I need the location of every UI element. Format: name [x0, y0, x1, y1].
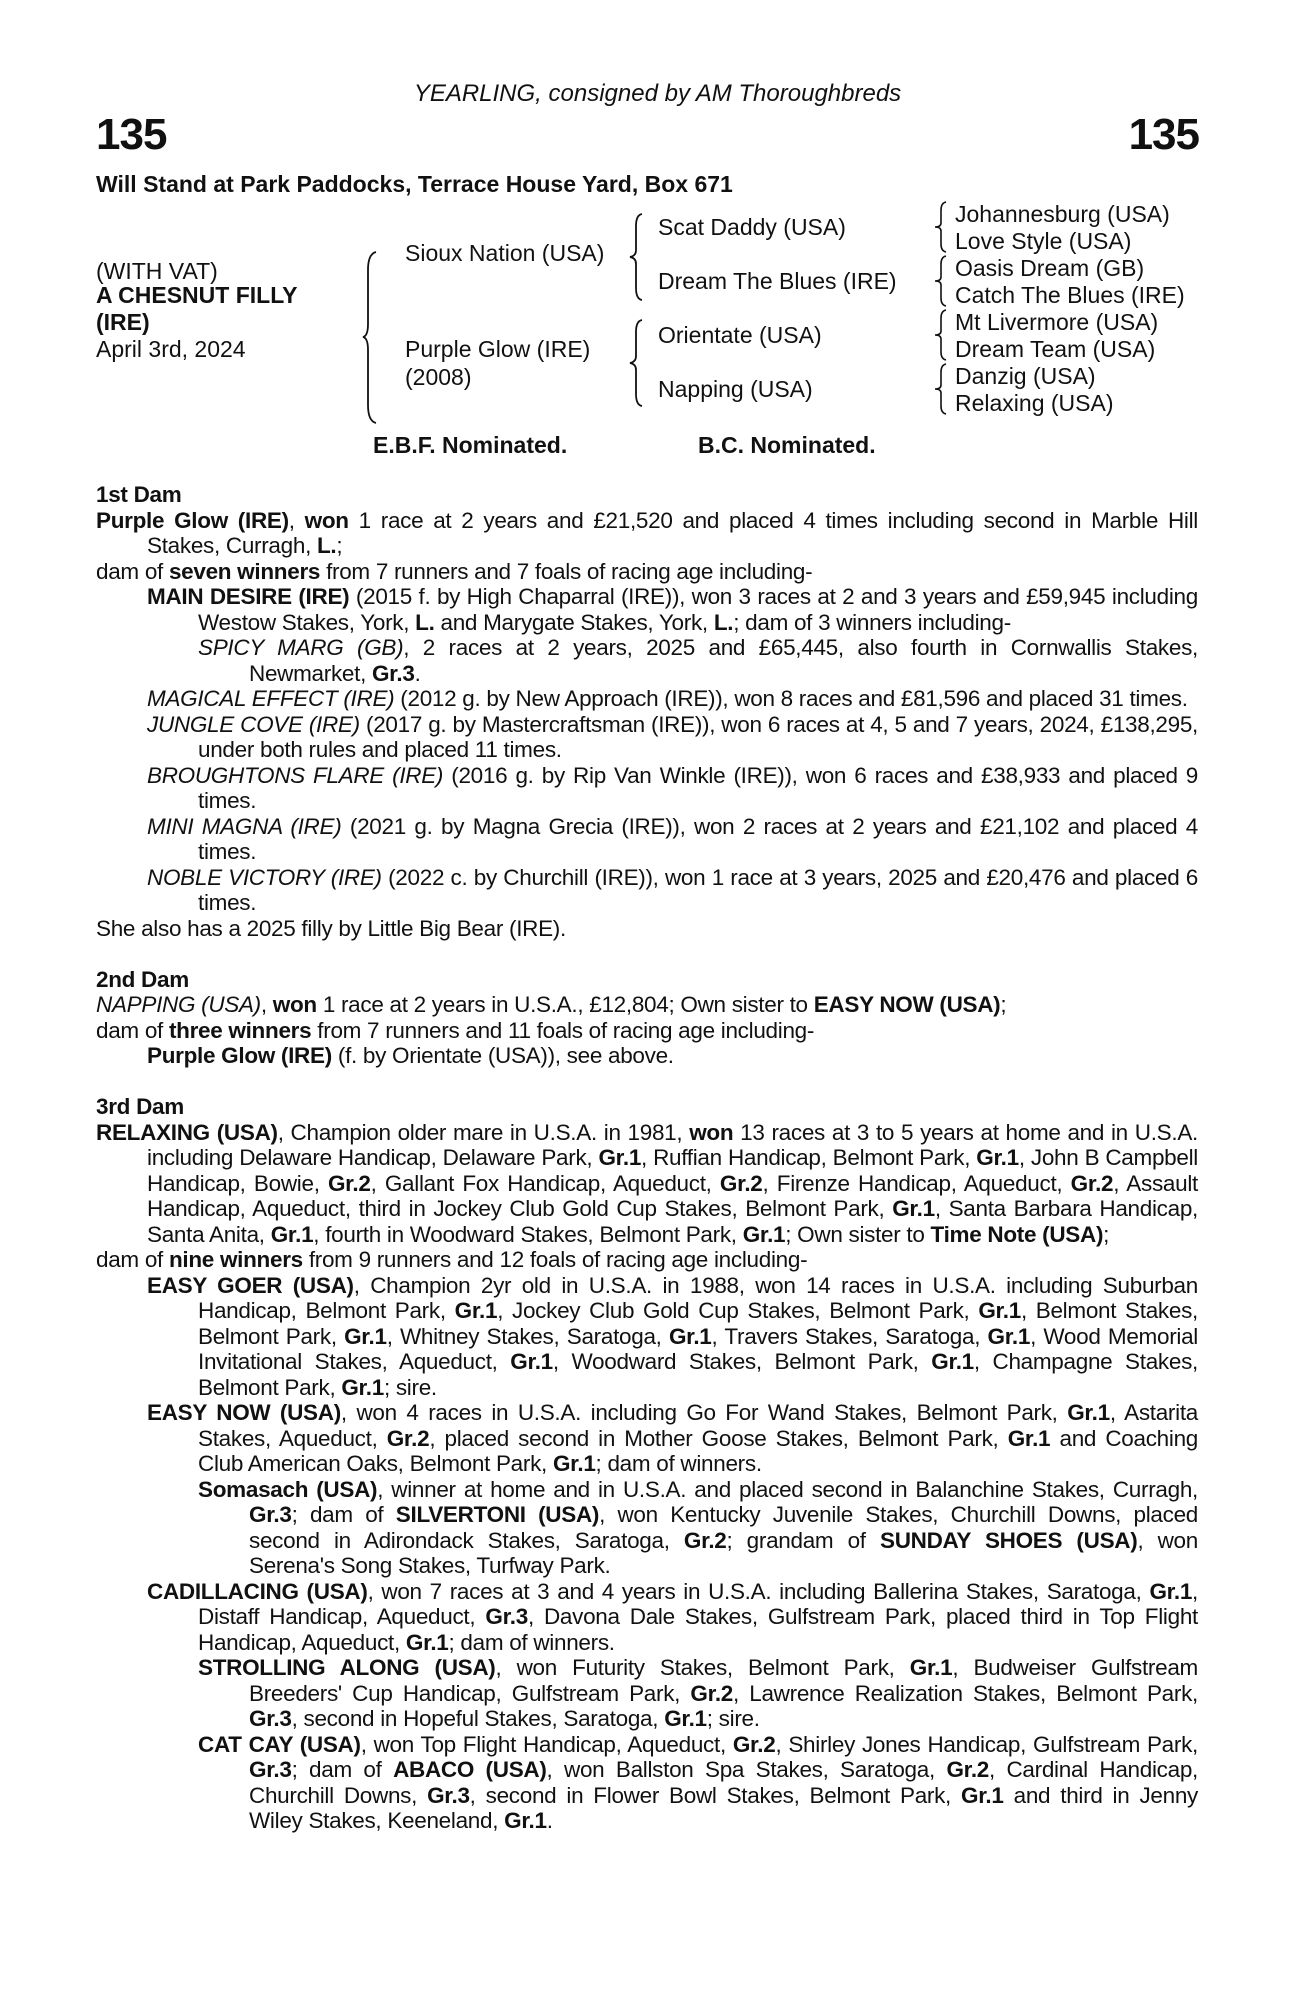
bold-text: Gr.1	[344, 1323, 387, 1349]
bold-text: Gr.2	[719, 1170, 763, 1196]
bold-text: Purple Glow (IRE)	[147, 1043, 332, 1068]
brace-icon	[933, 200, 949, 254]
text: , Belmont Stakes, Belmont Park,	[198, 1298, 1198, 1349]
text: and third in Jenny Wiley Stakes, Keeneland,	[249, 1782, 1198, 1833]
brace-icon	[933, 308, 949, 362]
bold-text: SILVERTONI (USA)	[395, 1502, 600, 1527]
text: ;	[1103, 1221, 1110, 1247]
bold-text: Gr.1	[454, 1298, 498, 1323]
ancestor-gen3: Relaxing (USA)	[955, 390, 1114, 416]
text: dam of	[96, 558, 169, 584]
ancestor-gen3: Dream Team (USA)	[955, 336, 1156, 362]
pedigree-entry	[96, 712, 1198, 763]
bold-text: Gr.1	[742, 1221, 786, 1247]
text: , Jockey Club Gold Cup Stakes, Belmont Park,	[497, 1298, 979, 1323]
bold-text: CADILLACING (USA)	[147, 1578, 368, 1604]
dam-sire: Orientate (USA)	[658, 322, 822, 348]
stand-info: Will Stand at Park Paddocks, Terrace House Yard, Box 671	[96, 171, 733, 197]
bold-text: CAT CAY (USA)	[198, 1731, 361, 1757]
pedigree-entry	[96, 763, 1198, 814]
bold-text: Gr.3	[249, 1706, 292, 1731]
text: ,	[288, 507, 305, 533]
text: .	[546, 1808, 553, 1833]
bold-text: Gr.2	[732, 1731, 776, 1757]
bold-text: Gr.1	[978, 1298, 1021, 1323]
bold-text: Gr.1	[510, 1349, 553, 1374]
bold-text: EASY NOW (USA)	[147, 1400, 341, 1425]
bold-text: Gr.1	[598, 1145, 642, 1170]
bold-text: Gr.3	[249, 1502, 292, 1527]
pedigree-entry	[96, 916, 1198, 942]
text: ,	[260, 992, 273, 1017]
text: ; dam of winners.	[448, 1629, 615, 1655]
text: ; sire.	[706, 1706, 760, 1731]
consignor-line: YEARLING, consigned by AM Thoroughbreds	[413, 80, 902, 107]
bold-text: Gr.1	[976, 1145, 1019, 1170]
text: ; dam of 3 winners including-	[733, 609, 1011, 635]
pedigree-entry	[96, 992, 1198, 1018]
bold-text: Gr.1	[1007, 1425, 1051, 1451]
text: , winner at home and in U.S.A. and placed second in Balanchine Stakes, Curragh,	[377, 1476, 1198, 1502]
dam-section	[96, 482, 1198, 941]
brace-icon	[933, 362, 949, 416]
bold-text: won	[272, 992, 317, 1017]
text: ;	[336, 533, 343, 558]
sire: Sioux Nation (USA)	[405, 240, 605, 266]
text: , second in Flower Bowl Stakes, Belmont Park,	[469, 1782, 962, 1808]
sire-dam: Dream The Blues (IRE)	[658, 268, 897, 294]
bold-text: Gr.2	[1070, 1170, 1114, 1196]
dam-line-body	[96, 482, 1198, 1859]
horse-name: A CHESNUT FILLY	[96, 282, 298, 308]
bold-text: Gr.3	[249, 1757, 292, 1782]
bold-text: Gr.1	[909, 1655, 953, 1680]
bold-text: Gr.3	[427, 1782, 470, 1808]
text: , Lawrence Realization Stakes, Belmont Park,	[733, 1680, 1198, 1706]
text: , Astarita Stakes, Aqueduct,	[198, 1400, 1198, 1451]
bold-text: Gr.1	[552, 1451, 596, 1476]
text: , Shirley Jones Handicap, Gulfstream Park,	[775, 1731, 1198, 1757]
italic-text: SPICY MARG (GB)	[198, 635, 404, 660]
text: (f. by Orientate (USA)), see above.	[331, 1043, 674, 1068]
bold-text: STROLLING ALONG (USA)	[198, 1655, 496, 1680]
text: dam of	[96, 1017, 169, 1043]
text: , Cardinal Handicap, Churchill Downs,	[249, 1757, 1198, 1808]
bold-text: L.	[713, 609, 734, 635]
bold-text: won	[689, 1119, 734, 1145]
text: , Budweiser Gulfstream Breeders' Cup Handicap, Gulfstream Park,	[249, 1655, 1198, 1706]
text: .	[414, 660, 421, 686]
bold-text: Gr.3	[485, 1604, 528, 1629]
section-title: 1st Dam	[96, 482, 182, 507]
sire-sire: Scat Daddy (USA)	[658, 214, 846, 240]
bold-text: three winners	[168, 1017, 312, 1043]
bold-text: EASY NOW (USA)	[813, 992, 1001, 1017]
pedigree-entry	[96, 1477, 1198, 1579]
section-title: 2nd Dam	[96, 966, 189, 992]
text: , Champagne Stakes, Belmont Park,	[198, 1349, 1198, 1400]
text: , placed second in Mother Goose Stakes, Belmont Park,	[429, 1425, 1008, 1451]
text: , Wood Memorial Invitational Stakes, Aqueduct,	[198, 1323, 1198, 1374]
italic-text: JUNGLE COVE (IRE)	[147, 711, 360, 737]
text: , won Kentucky Juvenile Stakes, Churchill Downs, placed second in Adirondack Stakes, Saratoga,	[249, 1502, 1199, 1553]
lot-number-right: 135	[1128, 110, 1199, 159]
text: , won Futurity Stakes, Belmont Park,	[495, 1655, 910, 1680]
text: , won Serena's Song Stakes, Turfway Park.	[249, 1527, 1198, 1578]
text: from 7 runners and 11 foals of racing age including-	[311, 1017, 815, 1043]
foaling-date: April 3rd, 2024	[96, 336, 246, 362]
bold-text: won	[304, 507, 349, 533]
text: from 7 runners and 7 foals of racing age including-	[320, 558, 813, 584]
text: ; dam of	[291, 1757, 394, 1782]
pedigree-entry	[96, 1273, 1198, 1401]
text: , won 4 races in U.S.A. including Go For Wand Stakes, Belmont Park,	[340, 1400, 1068, 1425]
text: ; dam of winners.	[595, 1451, 762, 1476]
text: (2015 f. by High Chaparral (IRE)), won 3 races at 2 and 3 years and £59,945 including Westow Stakes, York,	[198, 584, 1198, 635]
brace-icon	[362, 250, 382, 425]
lot-number-left: 135	[96, 110, 167, 159]
text: ; grandam of	[726, 1527, 880, 1553]
pedigree-entry	[96, 1655, 1198, 1732]
pedigree-entry	[96, 814, 1198, 865]
text: , second in Hopeful Stakes, Saratoga,	[291, 1706, 665, 1731]
text: , won Top Flight Handicap, Aqueduct,	[360, 1731, 733, 1757]
bold-text: Gr.1	[270, 1221, 314, 1247]
ancestor-gen3: Catch The Blues (IRE)	[955, 282, 1185, 308]
bold-text: seven winners	[168, 558, 321, 584]
text: , Davona Dale Stakes, Gulfstream Park, placed third in Top Flight Handicap, Aqueduct,	[198, 1604, 1198, 1655]
pedigree-entry	[96, 686, 1198, 712]
pedigree-entry	[96, 1247, 1198, 1273]
text: dam of	[96, 1247, 169, 1272]
bold-text: Gr.1	[664, 1706, 707, 1731]
ebf-nomination: E.B.F. Nominated.	[373, 432, 568, 458]
bold-text: nine winners	[168, 1247, 303, 1272]
bold-text: Gr.1	[504, 1808, 547, 1833]
text: , 2 races at 2 years, 2025 and £65,445, also fourth in Cornwallis Stakes, Newmarket,	[249, 635, 1198, 686]
section-title: 3rd Dam	[96, 1094, 184, 1119]
bold-text: Gr.2	[386, 1425, 430, 1451]
text: , Champion 2yr old in U.S.A. in 1988, won 14 races in U.S.A. including Suburban Handicap, Belmont Park,	[198, 1272, 1198, 1323]
bold-text: Time Note (USA)	[930, 1221, 1104, 1247]
pedigree-entry	[96, 1120, 1198, 1248]
ancestor-gen3: Love Style (USA)	[955, 228, 1132, 254]
text: , Gallant Fox Handicap, Aqueduct,	[370, 1170, 720, 1196]
text: , Woodward Stakes, Belmont Park,	[552, 1349, 932, 1374]
pedigree-entry	[96, 508, 1198, 559]
text: , won 7 races at 3 and 4 years in U.S.A. including Ballerina Stakes, Saratoga,	[367, 1578, 1150, 1604]
pedigree-entry	[96, 1579, 1198, 1656]
bold-text: L.	[316, 533, 337, 558]
pedigree-entry	[96, 559, 1198, 585]
text: , Whitney Stakes, Saratoga,	[386, 1323, 669, 1349]
ancestor-gen3: Oasis Dream (GB)	[955, 255, 1145, 281]
text: from 9 runners and 12 foals of racing age including-	[302, 1247, 808, 1272]
text: 13 races at 3 to 5 years at home and in U.S.A. including Delaware Handicap, Delaware Park,	[147, 1119, 1198, 1170]
text: (2016 g. by Rip Van Winkle (IRE)), won 6 races and £38,933 and placed 9 times.	[198, 762, 1198, 813]
brace-icon	[628, 318, 646, 408]
bold-text: Purple Glow (IRE)	[96, 507, 289, 533]
text: , Firenze Handicap, Aqueduct,	[762, 1170, 1071, 1196]
text: (2022 c. by Churchill (IRE)), won 1 race at 3 years, 2025 and £20,476 and placed 6 times.	[198, 864, 1198, 915]
bold-text: Gr.1	[987, 1323, 1031, 1349]
bold-text: Gr.1	[961, 1782, 1004, 1808]
text: ; sire.	[383, 1374, 437, 1400]
bold-text: Gr.2	[683, 1527, 727, 1553]
ancestor-gen3: Danzig (USA)	[955, 363, 1096, 389]
text: (2012 g. by New Approach (IRE)), won 8 races and £81,596 and placed 31 times.	[394, 686, 1188, 711]
bold-text: RELAXING (USA)	[96, 1119, 278, 1145]
text: , John B Campbell Handicap, Bowie,	[147, 1145, 1198, 1196]
bold-text: Gr.2	[690, 1680, 733, 1706]
bold-text: Somasach (USA)	[198, 1476, 378, 1502]
bold-text: Gr.1	[668, 1323, 712, 1349]
bold-text: Gr.3	[371, 660, 415, 686]
text: , fourth in Woodward Stakes, Belmont Park,	[313, 1221, 743, 1247]
dam-section	[96, 1094, 1198, 1834]
bc-nomination: B.C. Nominated.	[698, 432, 876, 458]
bold-text: Gr.2	[327, 1170, 371, 1196]
bold-text: Gr.1	[1067, 1400, 1110, 1425]
dam: Purple Glow (IRE)	[405, 336, 591, 362]
vat-note: (WITH VAT)	[96, 258, 218, 284]
brace-icon	[933, 254, 949, 308]
bold-text: ABACO (USA)	[393, 1757, 547, 1782]
dam-year: (2008)	[405, 364, 472, 390]
bold-text: Gr.1	[341, 1374, 384, 1400]
text: and Marygate Stakes, York,	[434, 609, 714, 635]
bold-text: Gr.1	[405, 1629, 449, 1655]
italic-text: MAGICAL EFFECT (IRE)	[147, 686, 395, 711]
bold-text: Gr.1	[1149, 1578, 1193, 1604]
ancestor-gen3: Johannesburg (USA)	[955, 201, 1170, 227]
text: , Assault Handicap, Aqueduct, third in Jockey Club Gold Cup Stakes, Belmont Park,	[147, 1170, 1198, 1221]
text: ; dam of	[291, 1502, 396, 1527]
pedigree-entry	[96, 635, 1198, 686]
text: , Ruffian Handicap, Belmont Park,	[641, 1145, 977, 1170]
italic-text: BROUGHTONS FLARE (IRE)	[147, 762, 444, 788]
bold-text: Gr.1	[892, 1196, 935, 1221]
dam-dam: Napping (USA)	[658, 376, 813, 402]
pedigree-entry	[96, 1018, 1198, 1044]
pedigree-entry	[96, 865, 1198, 916]
text: , Distaff Handicap, Aqueduct,	[198, 1578, 1198, 1629]
text: ; Own sister to	[785, 1221, 931, 1247]
text: 1 race at 2 years and £21,520 and placed 4 times including second in Marble Hill Stakes, Curragh,	[147, 507, 1199, 558]
pedigree-entry	[96, 1043, 1198, 1069]
text: and Coaching Club American Oaks, Belmont Park,	[198, 1425, 1198, 1476]
italic-text: NAPPING (USA)	[96, 992, 261, 1017]
brace-icon	[628, 212, 646, 302]
text: , Santa Barbara Handicap, Santa Anita,	[147, 1196, 1198, 1247]
text: (2021 g. by Magna Grecia (IRE)), won 2 races at 2 years and £21,102 and placed 4 times.	[198, 813, 1198, 864]
bold-text: EASY GOER (USA)	[147, 1272, 354, 1298]
ancestor-gen3: Mt Livermore (USA)	[955, 309, 1159, 335]
text: , Champion older mare in U.S.A. in 1981,	[277, 1119, 690, 1145]
text: (2017 g. by Mastercraftsman (IRE)), won 6 races at 4, 5 and 7 years, 2024, £138,295, under both rules and placed 11 times.	[198, 711, 1199, 762]
bold-text: Gr.2	[946, 1757, 990, 1782]
pedigree-entry	[96, 1400, 1198, 1477]
italic-text: NOBLE VICTORY (IRE)	[147, 864, 382, 890]
text: 1 race at 2 years in U.S.A., £12,804; Own sister to	[316, 992, 814, 1017]
text: , Travers Stakes, Saratoga,	[711, 1323, 988, 1349]
bold-text: L.	[415, 609, 435, 635]
pedigree-entry	[96, 1732, 1198, 1834]
bold-text: SUNDAY SHOES (USA)	[879, 1527, 1138, 1553]
italic-text: MINI MAGNA (IRE)	[147, 813, 342, 839]
bold-text: MAIN DESIRE (IRE)	[147, 584, 350, 609]
horse-name-country: (IRE)	[96, 309, 150, 335]
pedigree-entry	[96, 584, 1198, 635]
dam-section	[96, 967, 1198, 1069]
text: She also has a 2025 filly by Little Big Bear (IRE).	[96, 915, 566, 941]
text: , won Ballston Spa Stakes, Saratoga,	[546, 1757, 947, 1782]
text: ;	[1000, 992, 1007, 1017]
bold-text: Gr.1	[931, 1349, 974, 1374]
